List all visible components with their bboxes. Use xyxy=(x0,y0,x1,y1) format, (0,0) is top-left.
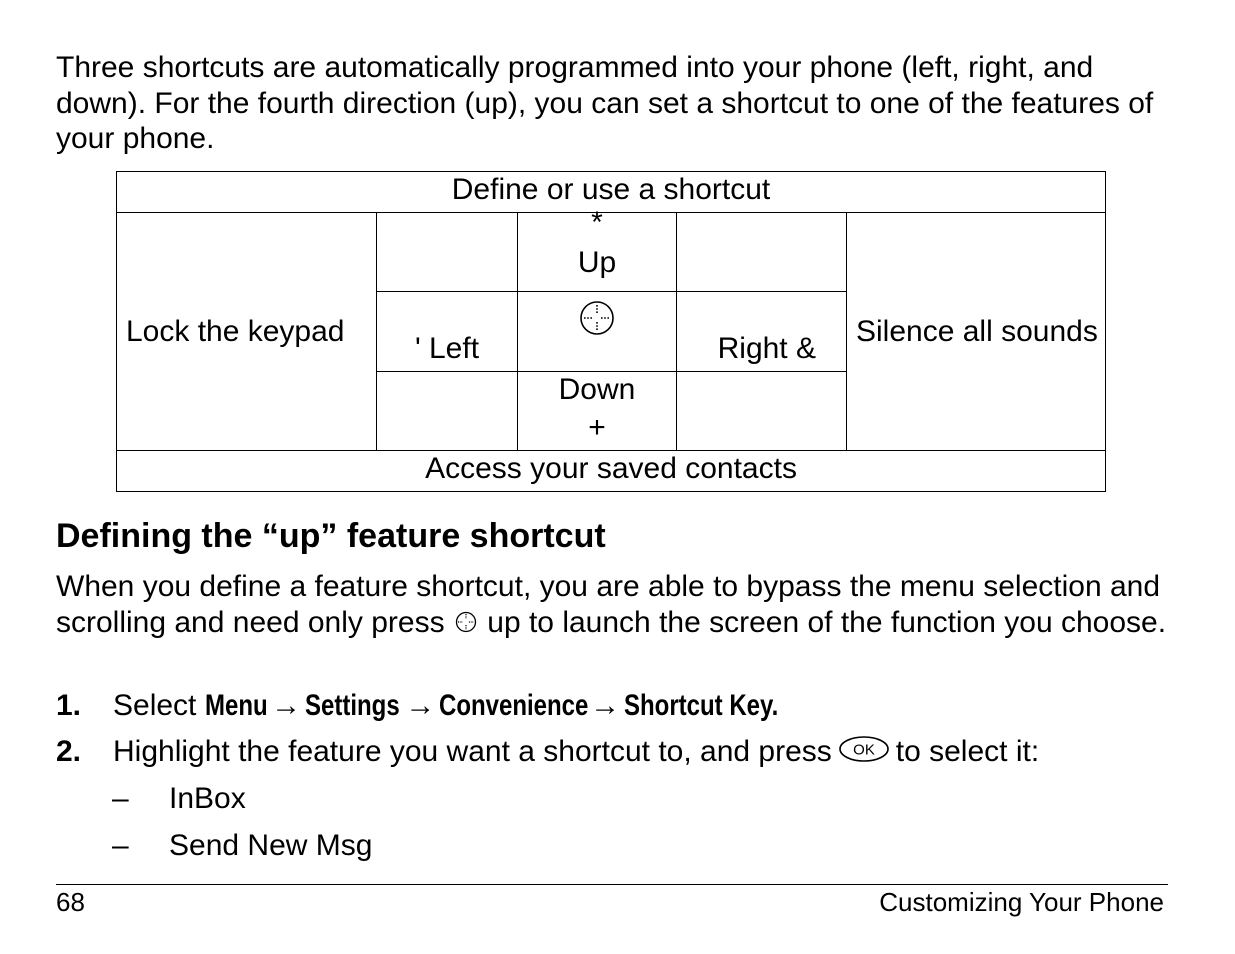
diagram-bottom-caption: Access your saved contacts xyxy=(117,451,1106,492)
step-text xyxy=(113,688,817,724)
ok-key-icon xyxy=(838,735,890,772)
diagram-down-cell xyxy=(518,372,677,451)
diagram-empty-cell xyxy=(677,372,847,451)
section-paragraph xyxy=(56,569,1176,642)
diagram-center-cell xyxy=(518,292,677,372)
menu-term-shortcut-key: Shortcut Key. xyxy=(624,689,779,722)
paragraph-text-end: up to launch the screen of the function you choose. xyxy=(487,606,1167,639)
step-number: 1. xyxy=(56,689,82,722)
right-direction-label: Right & xyxy=(677,292,847,372)
diagram-empty-cell xyxy=(377,372,518,451)
shortcut-diagram xyxy=(116,171,1106,492)
page-number: 68 xyxy=(56,887,85,917)
intro-paragraph: Three shortcuts are automatically programmed into your phone (left, right, and down). For the fourth direction (up), you can set a shortcut to one of the features of your phone. xyxy=(56,51,1154,155)
arrow-icon: → xyxy=(271,689,302,722)
section-heading: Defining the “up” feature shortcut xyxy=(56,517,606,555)
chapter-title: Customizing Your Phone xyxy=(879,887,1164,917)
arrow-icon: → xyxy=(405,689,436,722)
paragraph-text-start: When you define a feature shortcut, you are able to bypass the menu selection and scrolling and need only press xyxy=(56,570,1161,639)
up-label: Up xyxy=(577,246,617,279)
down-symbol: + xyxy=(588,411,606,444)
footer-divider xyxy=(56,884,1168,885)
diagram-left-label: Lock the keypad xyxy=(117,213,377,451)
menu-term-settings: Settings xyxy=(305,689,400,722)
up-symbol: * xyxy=(591,211,603,231)
down-label: Down xyxy=(558,373,636,406)
step-text-after: to select it: xyxy=(895,735,1040,768)
nav-key-icon xyxy=(455,606,477,642)
menu-term-convenience: Convenience xyxy=(439,689,589,722)
step-text xyxy=(113,734,1039,772)
option-label: Send New Msg xyxy=(169,829,373,862)
step-number: 2. xyxy=(56,735,82,768)
dash: – xyxy=(112,829,129,862)
left-direction-label: ' Left xyxy=(377,292,518,372)
diagram-empty-cell xyxy=(377,213,518,292)
diagram-empty-cell xyxy=(677,213,847,292)
diagram-right-label: Silence all sounds xyxy=(847,213,1106,451)
menu-term-menu: Menu xyxy=(204,689,268,722)
svg-text:OK: OK xyxy=(852,741,875,759)
option-label: InBox xyxy=(169,782,246,815)
step-prefix: Select xyxy=(113,689,197,722)
diagram-top-caption: Define or use a shortcut xyxy=(117,172,1106,213)
dash: – xyxy=(112,782,129,815)
step-text-before: Highlight the feature you want a shortcut to, and press xyxy=(113,735,832,768)
arrow-icon: → xyxy=(590,689,621,722)
diagram-up-cell xyxy=(518,213,677,292)
nav-key-icon xyxy=(578,310,616,343)
